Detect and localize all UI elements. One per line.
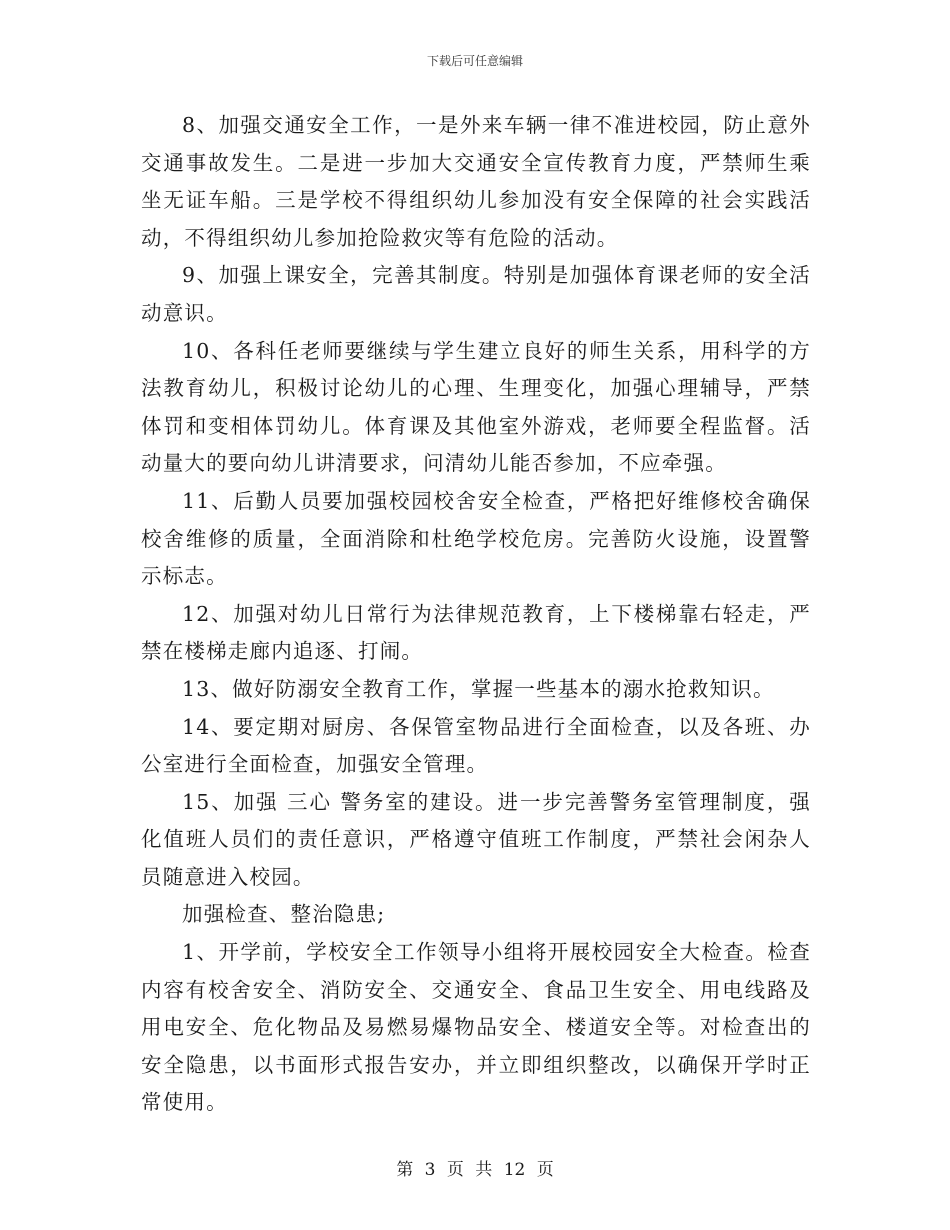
paragraph-item-9: 9、加强上课安全，完善其制度。特别是加强体育课老师的安全活动意识。 [141, 263, 811, 325]
section-heading-inspection: 加强检查、整治隐患; [182, 902, 386, 927]
page-number-footer: 第 3 页 共 12 页 [396, 1160, 554, 1180]
page-header: 下载后可任意编辑 [426, 54, 523, 68]
paragraph-item-13: 13、做好防溺安全教育工作，掌握一些基本的溺水抢救知识。 [182, 676, 775, 701]
document-body [141, 107, 811, 1122]
paragraph-item-inspection-1: 1、开学前，学校安全工作领导小组将开展校园安全大检查。检查内容有校舍安全、消防安全、交通安全、食品卫生安全、用电线路及用电安全、危化物品及易燃易爆物品安全、楼道安全等。对检查出的安全隐患，以书面形式报告安办，并立即组织整改，以确保开学时正常使用。 [141, 940, 811, 1115]
paragraph-item-15: 15、加强 三心 警务室的建设。进一步完善警务室管理制度，强化值班人员们的责任意识，严格遵守值班工作制度，严禁社会闲杂人员随意进入校园。 [141, 789, 811, 889]
paragraph-item-11: 11、后勤人员要加强校园校舍安全检查，严格把好维修校舍确保校舍维修的质量，全面消除和杜绝学校危房。完善防火设施，设置警示标志。 [141, 488, 811, 589]
paragraph-item-12: 12、加强对幼儿日常行为法律规范教育，上下楼梯靠右轻走，严禁在楼梯走廊内追逐、打闹。 [141, 601, 811, 664]
paragraph-item-14: 14、要定期对厨房、各保管室物品进行全面检查，以及各班、办公室进行全面检查，加强安全管理。 [141, 714, 811, 777]
paragraph-item-10: 10、各科任老师要继续与学生建立良好的师生关系，用科学的方法教育幼儿，积极讨论幼儿的心理、生理变化，加强心理辅导，严禁体罚和变相体罚幼儿。体育课及其他室外游戏，老师要全程监督。活动量大的要向幼儿讲清要求，问清幼儿能否参加，不应牵强。 [141, 338, 811, 476]
paragraph-item-8: 8、加强交通安全工作，一是外来车辆一律不准进校园，防止意外交通事故发生。二是进一步加大交通安全宣传教育力度，严禁师生乘坐无证车船。三是学校不得组织幼儿参加没有安全保障的社会实践活动，不得组织幼儿参加抢险救灾等有危险的活动。 [141, 113, 811, 250]
